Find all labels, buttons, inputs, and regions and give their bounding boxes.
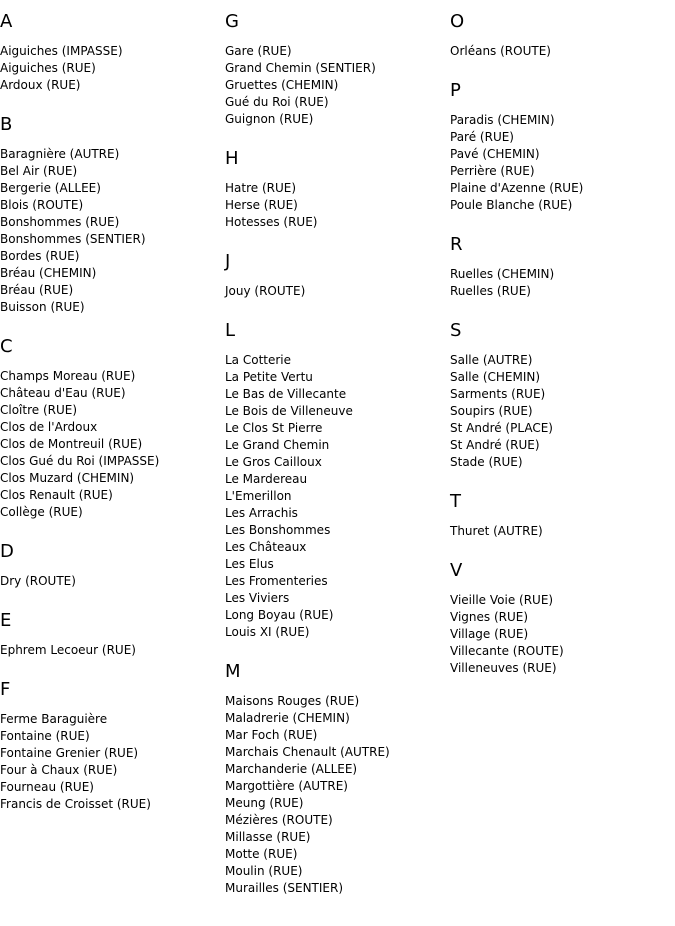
street-index-column-3 [450, 0, 672, 686]
letter-heading: G [225, 11, 239, 32]
street-link[interactable]: Mar Foch (RUE) [225, 728, 318, 742]
street-link[interactable]: Cloître (RUE) [0, 403, 78, 417]
street-list [0, 642, 222, 659]
street-link[interactable]: Ruelles (RUE) [450, 284, 531, 298]
street-link[interactable]: Villeneuves (RUE) [450, 661, 557, 675]
street-list [0, 146, 222, 316]
letter-heading: B [0, 114, 13, 135]
street-link[interactable]: Les Bonshommes [225, 523, 331, 537]
street-link[interactable]: Bonshommes (RUE) [0, 215, 120, 229]
letter-heading: E [0, 610, 12, 631]
street-link[interactable]: Ardoux (RUE) [0, 78, 81, 92]
street-link[interactable]: Blois (ROUTE) [0, 198, 84, 212]
letter-section-l [225, 309, 447, 650]
street-link[interactable]: Clos de l'Ardoux [0, 420, 98, 434]
street-link[interactable]: Dry (ROUTE) [0, 574, 76, 588]
street-link[interactable]: Louis XI (RUE) [225, 625, 310, 639]
street-link[interactable]: Pavé (CHEMIN) [450, 147, 540, 161]
letter-section-h [225, 137, 447, 240]
street-link[interactable]: Sarments (RUE) [450, 387, 546, 401]
street-link[interactable]: Vieille Voie (RUE) [450, 593, 554, 607]
street-link[interactable]: Aiguiches (IMPASSE) [0, 44, 123, 58]
street-link[interactable]: Maladrerie (CHEMIN) [225, 711, 350, 725]
street-link[interactable]: Buisson (RUE) [0, 300, 85, 314]
street-link[interactable]: Bergerie (ALLEE) [0, 181, 101, 195]
street-link[interactable]: Gruettes (CHEMIN) [225, 78, 339, 92]
street-list [450, 112, 672, 214]
letter-section-r [450, 223, 672, 309]
street-link[interactable]: Paradis (CHEMIN) [450, 113, 555, 127]
street-list [225, 43, 447, 128]
street-link[interactable]: Fontaine Grenier (RUE) [0, 746, 139, 760]
street-link[interactable]: Ruelles (CHEMIN) [450, 267, 555, 281]
street-link[interactable]: Poule Blanche (RUE) [450, 198, 573, 212]
letter-section-j [225, 240, 447, 309]
letter-heading: V [450, 560, 463, 581]
street-link[interactable]: Vignes (RUE) [450, 610, 529, 624]
letter-heading: J [225, 251, 231, 272]
letter-section-o [450, 0, 672, 69]
street-list [225, 283, 447, 300]
street-link[interactable]: Ferme Baraguière [0, 712, 108, 726]
street-link[interactable]: Clos Muzard (CHEMIN) [0, 471, 135, 485]
street-link[interactable]: Murailles (SENTIER) [225, 881, 344, 895]
street-link[interactable]: Four à Chaux (RUE) [0, 763, 118, 777]
street-link[interactable]: Motte (RUE) [225, 847, 298, 861]
street-link[interactable]: St André (PLACE) [450, 421, 553, 435]
letter-section-g [225, 0, 447, 137]
street-list [225, 180, 447, 231]
street-list [450, 592, 672, 677]
street-link[interactable]: Perrière (RUE) [450, 164, 535, 178]
letter-heading: M [225, 661, 241, 682]
letter-heading: D [0, 541, 14, 562]
street-link[interactable]: Paré (RUE) [450, 130, 514, 144]
street-link[interactable]: Millasse (RUE) [225, 830, 311, 844]
street-link[interactable]: Mézières (ROUTE) [225, 813, 333, 827]
street-link[interactable]: Champs Moreau (RUE) [0, 369, 136, 383]
letter-heading: F [0, 679, 11, 700]
street-link[interactable]: Aiguiches (RUE) [0, 61, 96, 75]
street-link[interactable]: Marchanderie (ALLEE) [225, 762, 358, 776]
street-link[interactable]: Marchais Chenault (AUTRE) [225, 745, 390, 759]
street-link[interactable]: Fourneau (RUE) [0, 780, 94, 794]
letter-heading: H [225, 148, 239, 169]
letter-heading: S [450, 320, 462, 341]
street-link[interactable]: Plaine d'Azenne (RUE) [450, 181, 584, 195]
street-link[interactable]: Baragnière (AUTRE) [0, 147, 120, 161]
street-link[interactable]: Moulin (RUE) [225, 864, 303, 878]
street-link[interactable]: Hotesses (RUE) [225, 215, 318, 229]
letter-section-d [0, 530, 222, 599]
street-link[interactable]: Orléans (ROUTE) [450, 44, 551, 58]
street-link[interactable]: Le Mardereau [225, 472, 308, 486]
street-list [0, 43, 222, 94]
street-link[interactable]: Le Bas de Villecante [225, 387, 347, 401]
street-link[interactable]: Soupirs (RUE) [450, 404, 533, 418]
street-link[interactable]: La Cotterie [225, 353, 292, 367]
street-link[interactable]: Village (RUE) [450, 627, 529, 641]
street-link[interactable]: Bréau (RUE) [0, 283, 74, 297]
street-link[interactable]: Meung (RUE) [225, 796, 304, 810]
street-link[interactable]: Clos de Montreuil (RUE) [0, 437, 143, 451]
street-index-column-1 [0, 0, 222, 822]
street-list [450, 352, 672, 471]
street-link[interactable]: Collège (RUE) [0, 505, 83, 519]
street-list [0, 573, 222, 590]
street-link[interactable]: St André (RUE) [450, 438, 540, 452]
street-link[interactable]: Maisons Rouges (RUE) [225, 694, 360, 708]
street-link[interactable]: Thuret (AUTRE) [450, 524, 543, 538]
street-link[interactable]: Gare (RUE) [225, 44, 292, 58]
street-link[interactable]: Margottière (AUTRE) [225, 779, 348, 793]
street-link[interactable]: Les Châteaux [225, 540, 307, 554]
street-link[interactable]: Château d'Eau (RUE) [0, 386, 126, 400]
street-list [0, 711, 222, 813]
street-link[interactable]: Stade (RUE) [450, 455, 523, 469]
street-link[interactable]: Bel Air (RUE) [0, 164, 78, 178]
letter-section-v [450, 549, 672, 686]
street-link[interactable]: L'Emerillon [225, 489, 292, 503]
street-link[interactable]: Les Fromenteries [225, 574, 328, 588]
street-list [450, 523, 672, 540]
street-link[interactable]: Herse (RUE) [225, 198, 298, 212]
street-link[interactable]: Les Arrachis [225, 506, 298, 520]
street-list [225, 352, 447, 641]
letter-section-a [0, 0, 222, 103]
street-link[interactable]: Le Grand Chemin [225, 438, 330, 452]
street-link[interactable]: Long Boyau (RUE) [225, 608, 334, 622]
street-link[interactable]: Le Gros Cailloux [225, 455, 322, 469]
street-link[interactable]: Francis de Croisset (RUE) [0, 797, 151, 811]
street-link[interactable]: Le Bois de Villeneuve [225, 404, 353, 418]
letter-section-m [225, 650, 447, 906]
street-link[interactable]: Salle (AUTRE) [450, 353, 533, 367]
letter-heading: P [450, 80, 461, 101]
street-link[interactable]: Fontaine (RUE) [0, 729, 90, 743]
letter-section-f [0, 668, 222, 822]
letter-heading: O [450, 11, 465, 32]
letter-heading: R [450, 234, 463, 255]
letter-heading: T [450, 491, 461, 512]
street-link[interactable]: Ephrem Lecoeur (RUE) [0, 643, 136, 657]
street-link[interactable]: Clos Renault (RUE) [0, 488, 113, 502]
street-link[interactable]: Villecante (ROUTE) [450, 644, 564, 658]
letter-heading: L [225, 320, 236, 341]
street-list [450, 43, 672, 60]
letter-section-c [0, 325, 222, 530]
street-list [450, 266, 672, 300]
street-link[interactable]: Guignon (RUE) [225, 112, 314, 126]
street-link[interactable]: Grand Chemin (SENTIER) [225, 61, 376, 75]
letter-heading: A [0, 11, 13, 32]
street-link[interactable]: Jouy (ROUTE) [225, 284, 306, 298]
letter-section-p [450, 69, 672, 223]
letter-section-t [450, 480, 672, 549]
street-link[interactable]: Salle (CHEMIN) [450, 370, 541, 384]
letter-section-s [450, 309, 672, 480]
street-link[interactable]: Bréau (CHEMIN) [0, 266, 97, 280]
street-index-column-2 [225, 0, 447, 906]
street-link[interactable]: Bonshommes (SENTIER) [0, 232, 146, 246]
street-link[interactable]: Les Elus [225, 557, 274, 571]
street-link[interactable]: La Petite Vertu [225, 370, 313, 384]
letter-heading: C [0, 336, 13, 357]
street-link[interactable]: Bordes (RUE) [0, 249, 80, 263]
street-link[interactable]: Hatre (RUE) [225, 181, 297, 195]
letter-section-e [0, 599, 222, 668]
letter-section-b [0, 103, 222, 325]
street-link[interactable]: Les Viviers [225, 591, 290, 605]
street-link[interactable]: Clos Gué du Roi (IMPASSE) [0, 454, 160, 468]
street-list [225, 693, 447, 897]
street-link[interactable]: Le Clos St Pierre [225, 421, 323, 435]
street-list [0, 368, 222, 521]
street-link[interactable]: Gué du Roi (RUE) [225, 95, 329, 109]
